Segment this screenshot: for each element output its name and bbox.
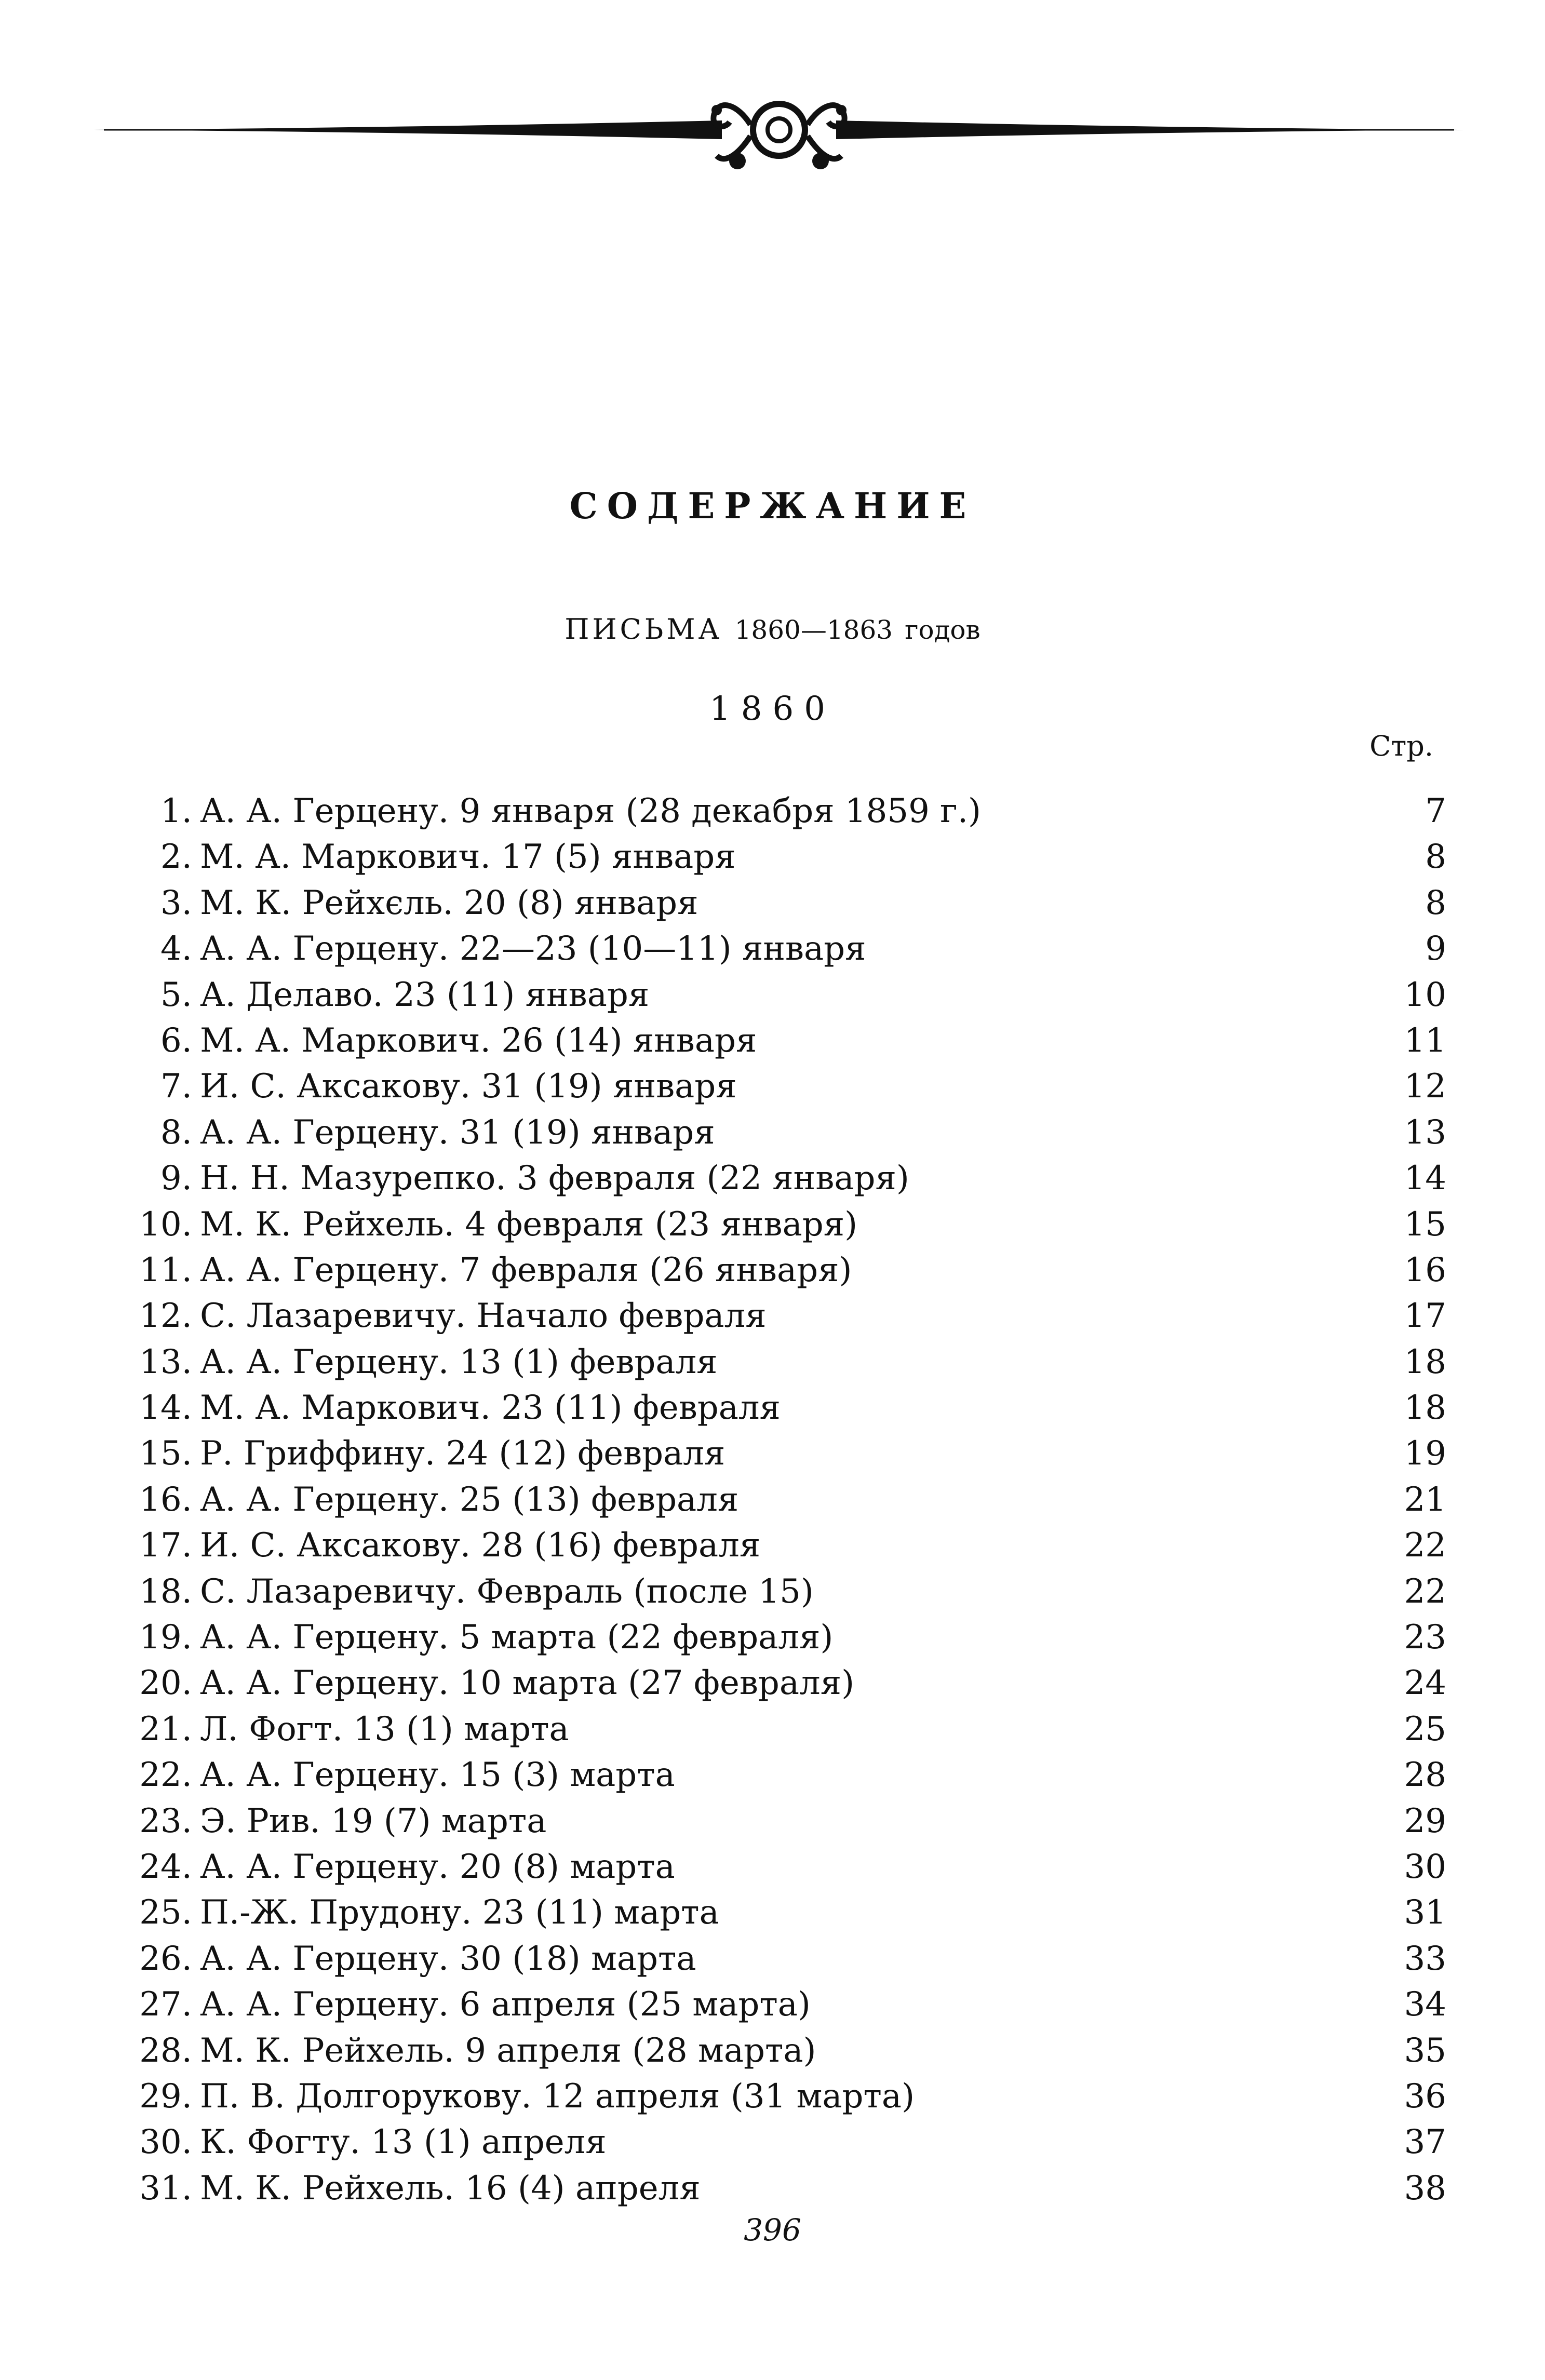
toc-entry-title [200, 1477, 1363, 1523]
toc-entry [119, 834, 1446, 880]
toc-entry-title [200, 1844, 1363, 1890]
toc-entry-title [200, 880, 1363, 926]
toc-entry-title-text: А. А. Герцену. 5 марта (22 февраля) [200, 1618, 840, 1657]
toc-entry-title-text: А. А. Герцену. 22—23 (10—11) января [200, 930, 874, 968]
toc-entry-page: 30 [1404, 1847, 1446, 1886]
toc-entry [119, 1018, 1446, 1064]
toc-entry-number: 23. [139, 1801, 192, 1840]
toc-entry-title [200, 1064, 1363, 1109]
toc-entry-number: 25. [139, 1893, 192, 1932]
toc-entry-page: 7 [1425, 792, 1446, 830]
toc-entry-title [200, 2166, 1363, 2211]
toc-entry-page: 29 [1404, 1801, 1446, 1840]
toc-entry-title [200, 2028, 1363, 2074]
toc-entry-number: 16. [139, 1480, 192, 1519]
toc-entry-title-text: М. А. Маркович. 23 (11) февраля [200, 1389, 788, 1427]
toc-entry-page: 10 [1404, 975, 1446, 1014]
decorative-ornament-divider [93, 78, 1465, 182]
page-title: СОДЕРЖАНИЕ [569, 486, 976, 527]
toc-entry-title-text: Р. Гриффину. 24 (12) февраля [200, 1434, 732, 1473]
toc-entry-title [200, 2119, 1363, 2165]
toc-entry-title-text: А. А. Герцену. 31 (19) января [200, 1113, 722, 1152]
subtitle-lead: ПИСЬМА [565, 613, 723, 646]
toc-entry-title-text: Н. Н. Мазурепко. 3 февраля (22 января) [200, 1159, 917, 1198]
toc-entry-page: 15 [1404, 1205, 1446, 1244]
toc-entry-number: 11. [139, 1250, 192, 1289]
toc-entry-title-text: А. А. Герцену. 25 (13) февраля [200, 1481, 746, 1519]
toc-entry-number: 13. [139, 1342, 192, 1381]
toc-entry-title [200, 1202, 1363, 1247]
toc-entry-number: 18. [139, 1572, 192, 1611]
toc-entry-title-text: А. А. Герцену. 7 февраля (26 января) [200, 1251, 859, 1289]
toc-entry-number: 31. [139, 2169, 192, 2208]
toc-entry-title [200, 1798, 1363, 1844]
toc-entry-number: 17. [139, 1526, 192, 1565]
toc-entry-page: 19 [1404, 1434, 1446, 1473]
toc-entry [119, 926, 1446, 972]
toc-entry-number: 22. [139, 1756, 192, 1795]
toc-entry-page: 33 [1404, 1939, 1446, 1978]
toc-entry [119, 2028, 1446, 2074]
toc-entry-page: 22 [1404, 1572, 1446, 1611]
toc-entry-number: 10. [139, 1205, 192, 1244]
toc-entry-page: 34 [1404, 1985, 1446, 2024]
toc-entry-number: 14. [139, 1389, 192, 1428]
toc-entry-page: 37 [1404, 2123, 1446, 2162]
toc-entry-title [200, 1385, 1363, 1431]
toc-entry-page: 18 [1404, 1342, 1446, 1381]
toc-entry [119, 1110, 1446, 1155]
toc-entry-title-text: А. А. Герцену. 15 (3) марта [200, 1756, 682, 1794]
toc-entry-title [200, 1660, 1363, 1706]
toc-entry-page: 11 [1404, 1021, 1446, 1060]
toc-entry-page: 31 [1404, 1893, 1446, 1932]
toc-entry-title [200, 972, 1363, 1018]
toc-entry-title [200, 1890, 1363, 1935]
toc-entry-page: 12 [1404, 1067, 1446, 1106]
page-number: 396 [744, 2212, 801, 2248]
toc-entry-title-text: А. А. Герцену. 30 (18) марта [200, 1940, 704, 1978]
toc-entry [119, 1247, 1446, 1293]
toc-entry [119, 1844, 1446, 1890]
subtitle-tail: годов [905, 615, 980, 645]
toc-entry [119, 1982, 1446, 2027]
toc-entry-title [200, 1523, 1363, 1568]
toc-entry [119, 1660, 1446, 1706]
toc-entry-page: 8 [1425, 883, 1446, 922]
subtitle-years: 1860—1863 [734, 615, 893, 645]
toc-entry-number: 12. [139, 1297, 192, 1336]
toc-entry-number: 6. [160, 1021, 192, 1060]
toc-entry-title-text: А. А. Герцену. 20 (8) марта [200, 1848, 682, 1886]
toc-entry-title [200, 1247, 1363, 1293]
toc-entry-title-text: И. С. Аксакову. 31 (19) января [200, 1067, 744, 1106]
toc-entry-number: 20. [139, 1664, 192, 1703]
toc-entry-title-text: А. А. Герцену. 6 апреля (25 марта) [200, 1985, 818, 2024]
toc-entry-title-text: А. Делаво. 23 (11) января [200, 976, 656, 1014]
toc-entry-title-text: С. Лазаревичу. Начало февраля [200, 1297, 774, 1335]
toc-entry [119, 1752, 1446, 1798]
toc-entry-title [200, 1110, 1363, 1155]
toc-entry-title-text: П. В. Долгорукову. 12 апреля (31 марта) [200, 2077, 922, 2116]
toc-entry-title [200, 1018, 1363, 1064]
toc-entry-number: 28. [139, 2031, 192, 2070]
toc-entry-title [200, 1431, 1363, 1476]
toc-entry-page: 36 [1404, 2077, 1446, 2116]
toc-entry-page: 23 [1404, 1618, 1446, 1657]
toc-entry-title-text: М. К. Рейхєль. 20 (8) января [200, 884, 706, 922]
toc-entry-title-text: М. А. Маркович. 17 (5) января [200, 838, 743, 876]
toc-entry-number: 19. [139, 1618, 192, 1657]
section-subtitle [0, 613, 1545, 646]
toc-entry-page: 8 [1425, 838, 1446, 877]
toc-entry-page: 16 [1404, 1250, 1446, 1289]
toc-entry-title-text: П.-Ж. Прудону. 23 (11) марта [200, 1893, 727, 1932]
toc-entry-page: 35 [1404, 2031, 1446, 2070]
toc-entry-title [200, 1752, 1363, 1798]
toc-entry-number: 30. [139, 2123, 192, 2162]
toc-entry-number: 29. [139, 2077, 192, 2116]
toc-entry-page: 18 [1404, 1389, 1446, 1428]
toc-entry [119, 1523, 1446, 1568]
toc-entry [119, 788, 1446, 834]
toc-entry-title-text: М. А. Маркович. 26 (14) января [200, 1021, 764, 1060]
toc-entry-title-text: А. А. Герцену. 13 (1) февраля [200, 1343, 725, 1381]
toc-entry [119, 2074, 1446, 2119]
year-heading: 1860 [709, 690, 836, 728]
toc-entry-title-text: А. А. Герцену. 9 января (28 декабря 1859 г.) [200, 792, 988, 830]
toc-entry-title-text: М. К. Рейхель. 4 февраля (23 января) [200, 1205, 865, 1244]
toc-entry [119, 1155, 1446, 1201]
toc-entry-number: 1. [160, 792, 192, 830]
toc-entry [119, 1339, 1446, 1385]
toc-entry-title [200, 1293, 1363, 1339]
toc-entry-number: 3. [160, 883, 192, 922]
toc-entry [119, 1615, 1446, 1660]
toc-entry [119, 1798, 1446, 1844]
toc-entry-page: 9 [1425, 930, 1446, 969]
toc-entry-title [200, 2074, 1363, 2119]
toc-entry-number: 5. [160, 975, 192, 1014]
toc-entry [119, 1385, 1446, 1431]
toc-entry-page: 22 [1404, 1526, 1446, 1565]
toc-entry-number: 26. [139, 1939, 192, 1978]
toc-entry-page: 17 [1404, 1297, 1446, 1336]
toc-entry-number: 4. [160, 930, 192, 969]
toc-entry [119, 1431, 1446, 1476]
toc-entry-page: 28 [1404, 1756, 1446, 1795]
toc-entry-number: 24. [139, 1847, 192, 1886]
toc-entry-title [200, 1706, 1363, 1752]
toc-entry [119, 1890, 1446, 1935]
toc-entry [119, 1936, 1446, 1982]
toc-entry-number: 8. [160, 1113, 192, 1152]
toc-entry-title [200, 1982, 1363, 2027]
toc-entry-page: 14 [1404, 1159, 1446, 1198]
toc-entry-title-text: А. А. Герцену. 10 марта (27 февраля) [200, 1664, 862, 1702]
toc-entry-number: 9. [160, 1159, 192, 1198]
toc-entry-page: 25 [1404, 1710, 1446, 1749]
toc-entry-number: 27. [139, 1985, 192, 2024]
toc-entry [119, 1293, 1446, 1339]
toc-entry-title [200, 788, 1363, 834]
toc-entry-page: 24 [1404, 1664, 1446, 1703]
toc-entry [119, 2119, 1446, 2165]
page-column-label: Стр. [1369, 730, 1433, 762]
toc-entry-title-text: И. С. Аксакову. 28 (16) февраля [200, 1526, 768, 1565]
toc-entry [119, 972, 1446, 1018]
toc-entry-title-text: М. К. Рейхель. 9 апреля (28 марта) [200, 2032, 823, 2070]
toc-entry-title [200, 1936, 1363, 1982]
toc-entry-title [200, 1569, 1363, 1615]
toc-entry-title-text: Л. Фогт. 13 (1) марта [200, 1710, 576, 1749]
toc-entry [119, 1202, 1446, 1247]
toc-entry [119, 1706, 1446, 1752]
toc-entry [119, 880, 1446, 926]
toc-entry-number: 2. [160, 838, 192, 877]
toc-entry [119, 1569, 1446, 1615]
toc-entry-title [200, 1155, 1363, 1201]
toc-entry-title-text: К. Фогту. 13 (1) апреля [200, 2123, 614, 2161]
toc-entry-title [200, 1615, 1363, 1660]
toc-entry-title-text: С. Лазаревичу. Февраль (после 15) [200, 1572, 821, 1611]
table-of-contents [119, 788, 1446, 2211]
toc-entry-title-text: Э. Рив. 19 (7) марта [200, 1802, 554, 1840]
toc-entry-title-text: М. К. Рейхель. 16 (4) апреля [200, 2169, 708, 2208]
toc-entry [119, 1064, 1446, 1109]
toc-entry-number: 7. [160, 1067, 192, 1106]
toc-entry [119, 2166, 1446, 2211]
toc-entry-page: 21 [1404, 1480, 1446, 1519]
toc-entry-title [200, 926, 1363, 972]
toc-entry-number: 15. [139, 1434, 192, 1473]
toc-entry-title [200, 834, 1363, 880]
toc-entry-number: 21. [139, 1710, 192, 1749]
toc-entry [119, 1477, 1446, 1523]
toc-entry-title [200, 1339, 1363, 1385]
toc-entry-page: 38 [1404, 2169, 1446, 2208]
toc-entry-page: 13 [1404, 1113, 1446, 1152]
